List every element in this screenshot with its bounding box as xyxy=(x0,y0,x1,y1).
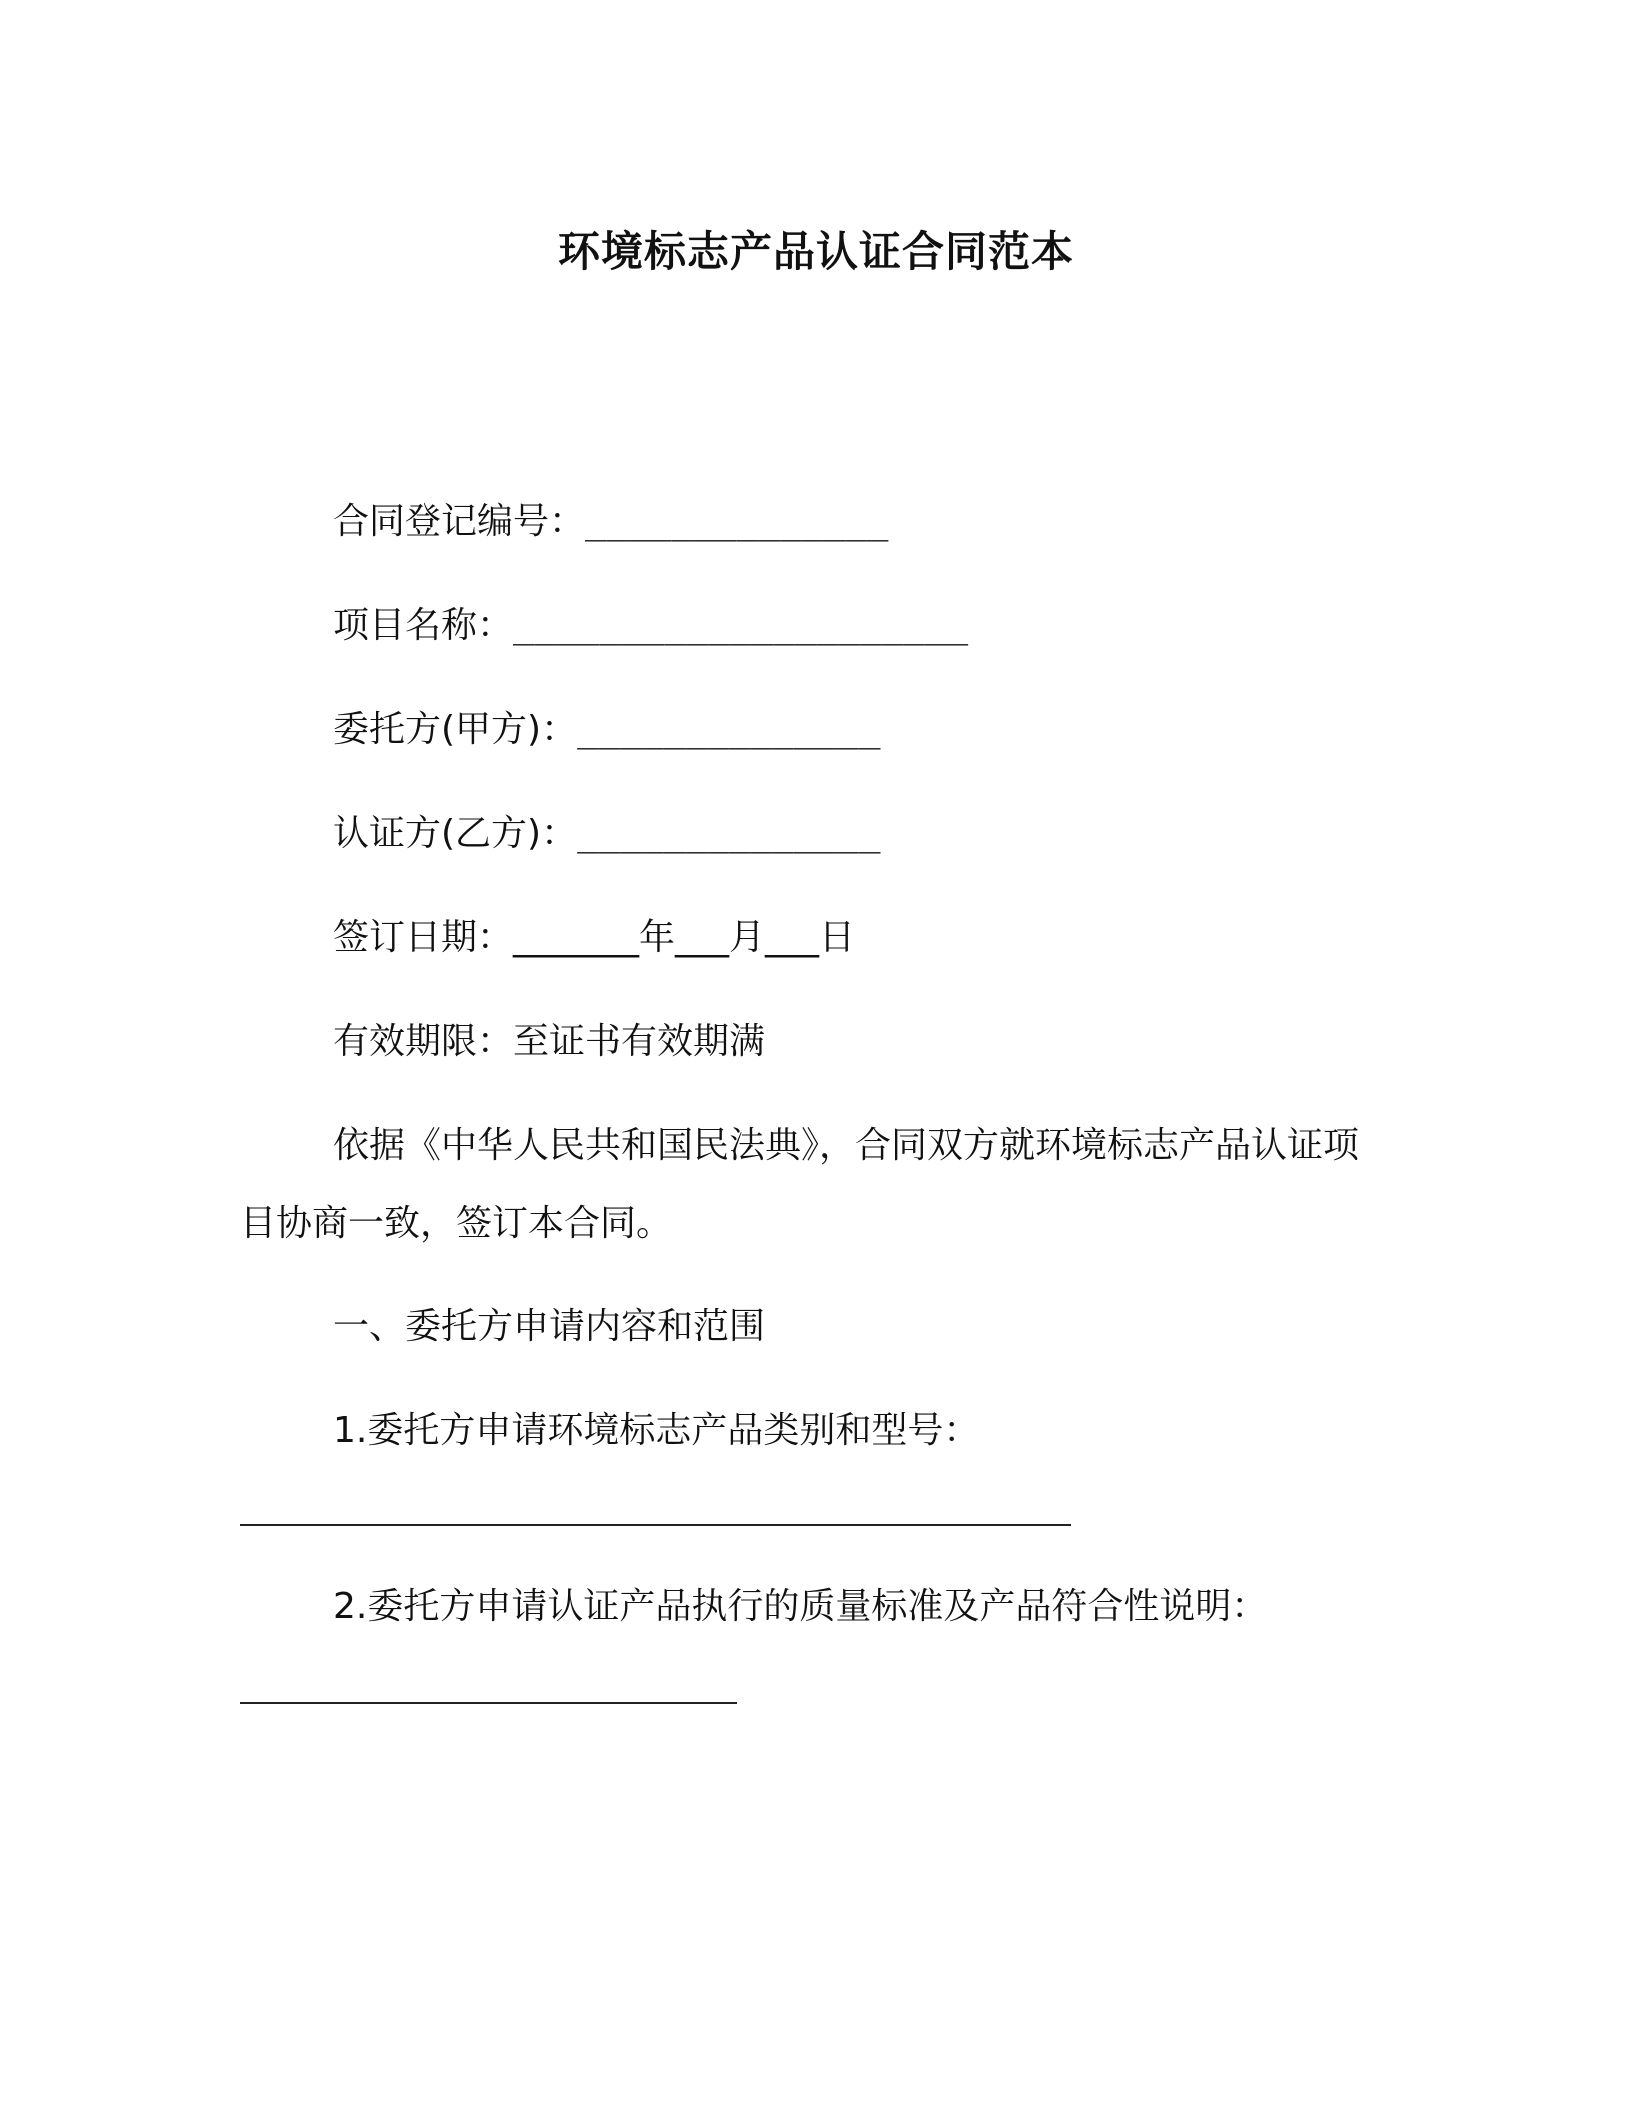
validity-value: 至证书有效期满 xyxy=(513,1021,766,1062)
party-a-label: 委托方(甲方)： xyxy=(333,709,578,750)
party-a-field xyxy=(333,705,881,755)
party-b-blank: ______________ xyxy=(577,813,881,854)
sign-date-label: 签订日期： xyxy=(333,917,514,958)
party-b-field xyxy=(333,809,881,859)
document-title: 环境标志产品认证合同范本 xyxy=(557,227,1074,276)
sign-date-blank: _______年___月___日 xyxy=(513,917,856,958)
validity-label: 有效期限： xyxy=(333,1021,514,1062)
party-a-blank: ______________ xyxy=(577,709,881,750)
project-name-label: 项目名称： xyxy=(333,605,514,646)
contract-number-blank: ______________ xyxy=(585,501,889,542)
sign-date-field xyxy=(333,913,855,963)
validity-field xyxy=(333,1017,765,1067)
section-1-item-2: 2.委托方申请认证产品执行的质量标准及产品符合性说明： xyxy=(333,1586,1268,1627)
party-b-label: 认证方(乙方)： xyxy=(333,813,578,854)
contract-number-field xyxy=(333,497,888,547)
contract-number-label: 合同登记编号： xyxy=(333,501,586,542)
section-1-heading: 一、委托方申请内容和范围 xyxy=(333,1306,766,1347)
intro-paragraph: 依据《中华人民共和国民法典》，合同双方就环境标志产品认证项目协商一致，签订本合同。 xyxy=(240,1125,1360,1244)
blank-line-item-2 xyxy=(240,1702,737,1704)
project-name-field xyxy=(333,601,968,651)
section-1-item-1: 1.委托方申请环境标志产品类别和型号： xyxy=(333,1410,980,1451)
project-name-blank: _____________________ xyxy=(513,605,969,646)
blank-line-item-1 xyxy=(240,1524,1071,1526)
